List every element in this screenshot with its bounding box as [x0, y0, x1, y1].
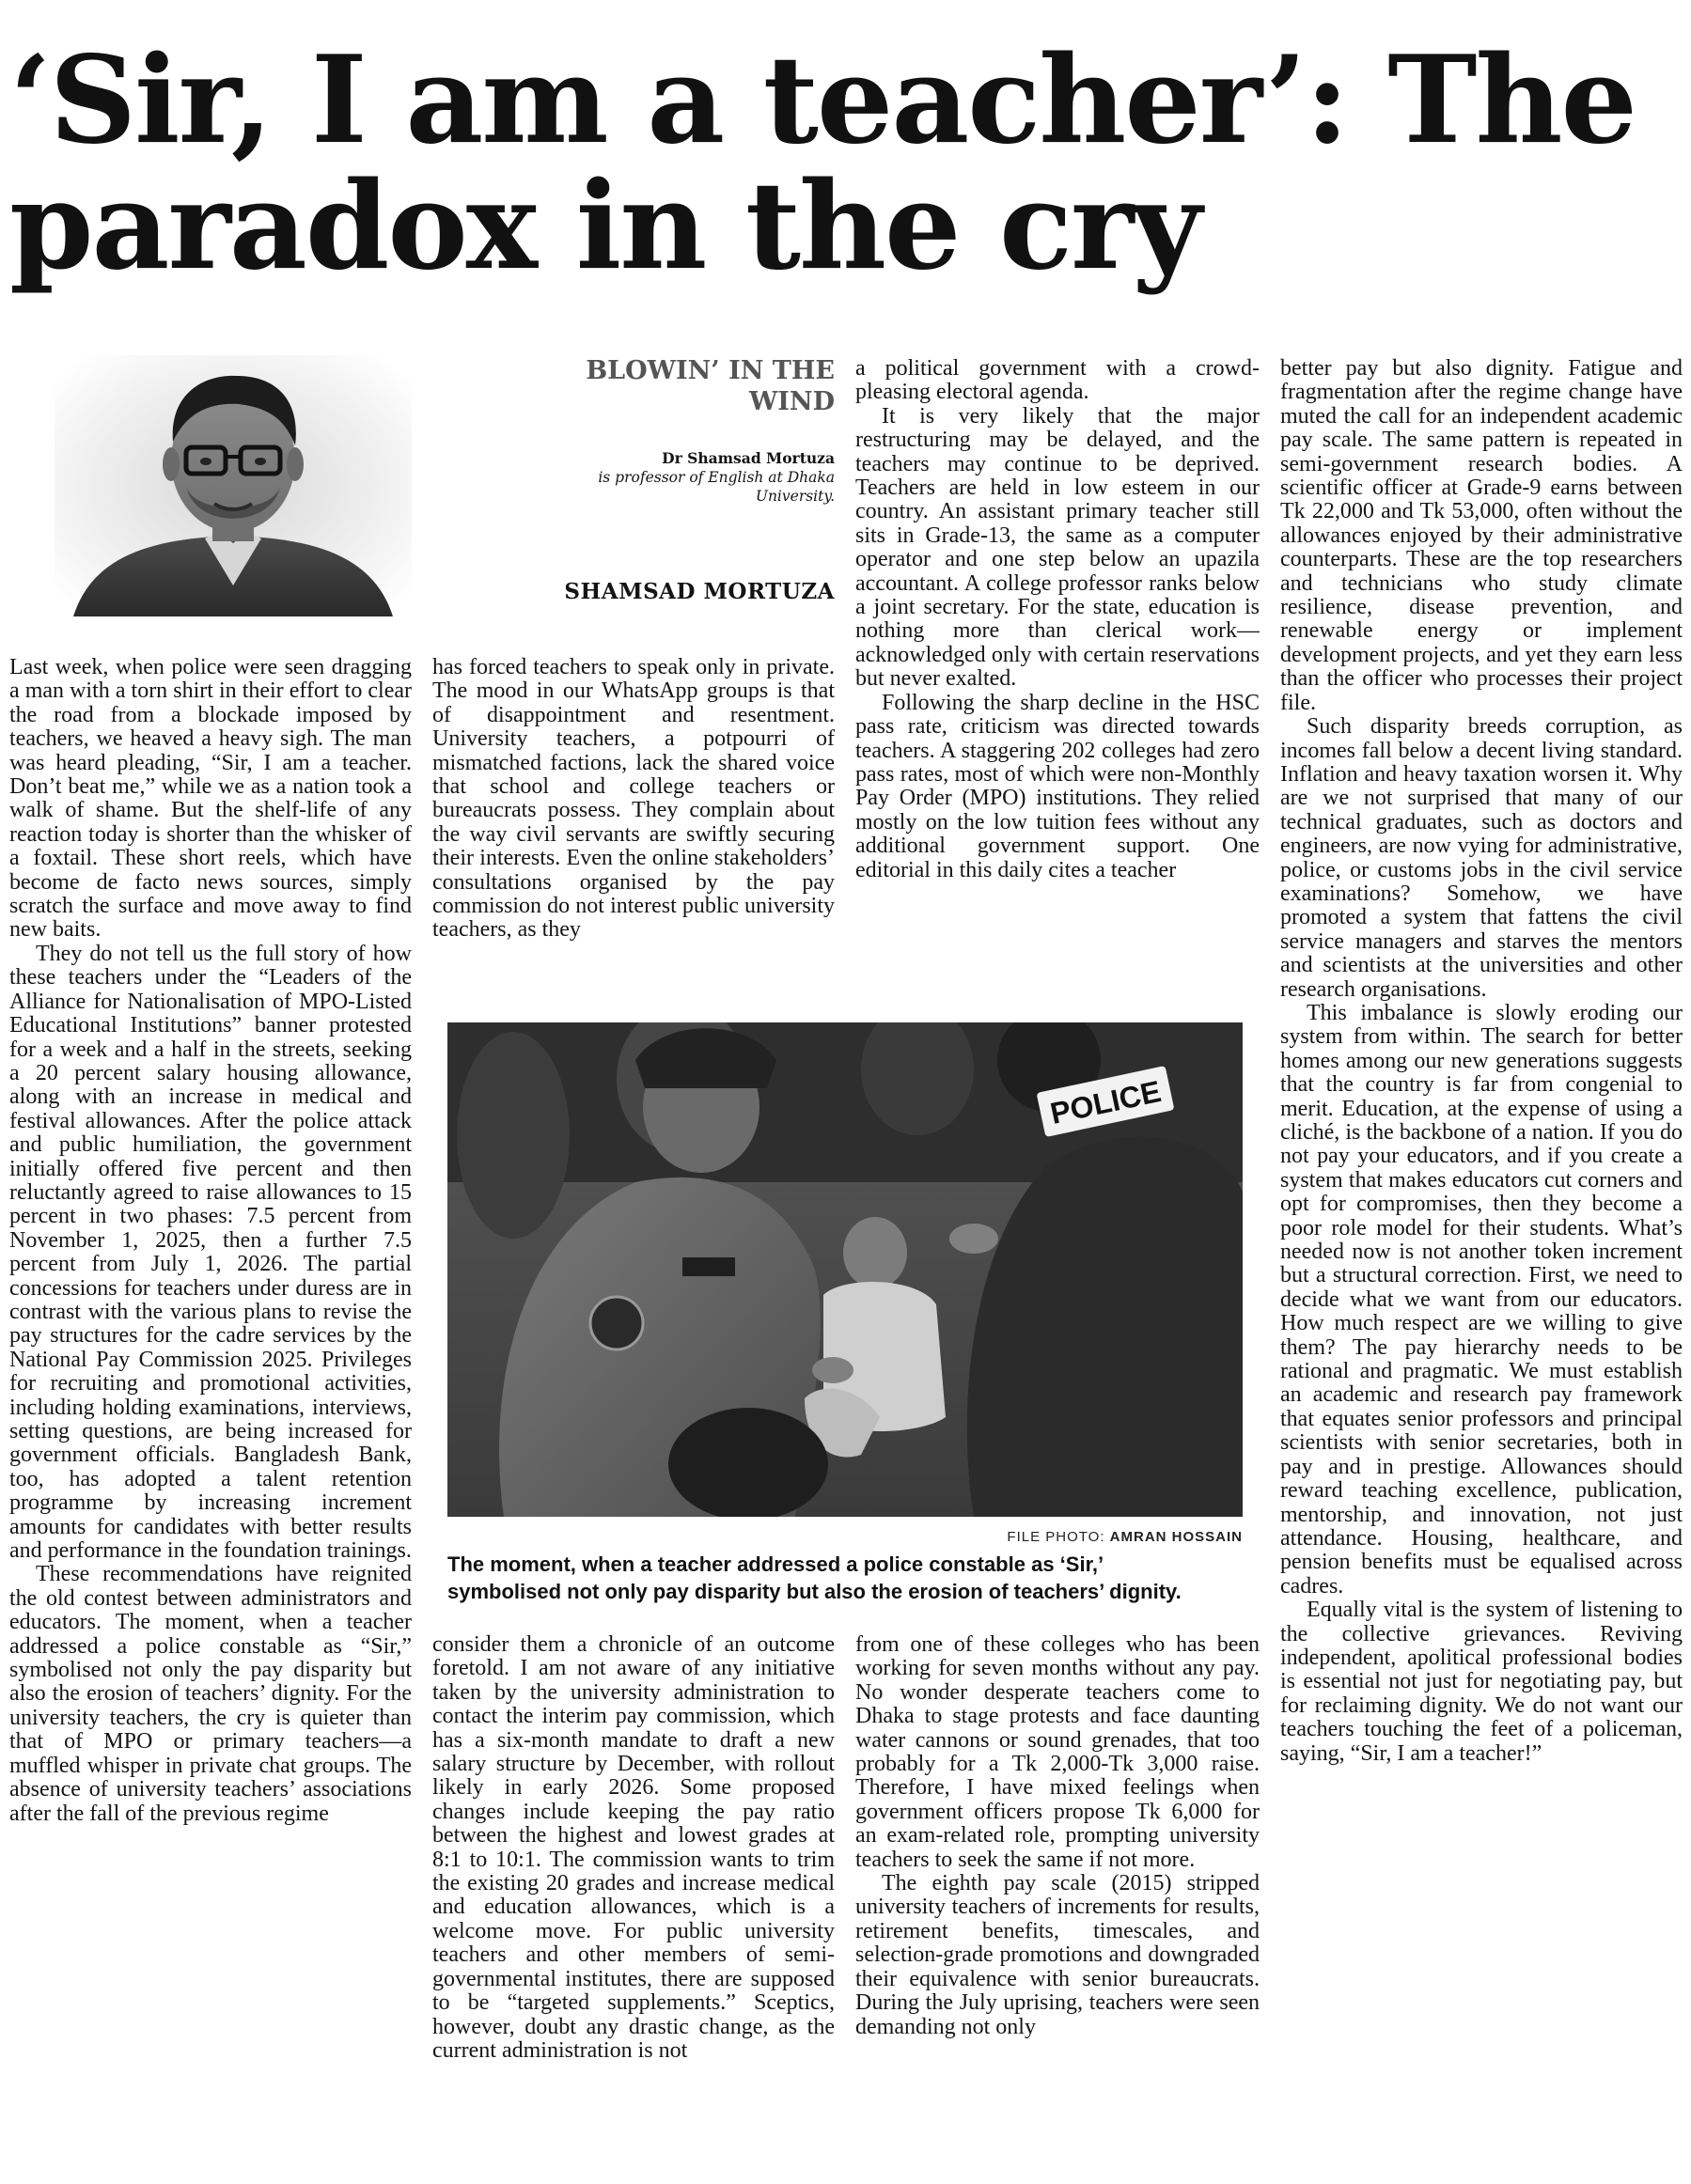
paragraph: This imbalance is slowly eroding our system from within. The search for better homes among our new generations suggests that the country is far from congenial to merit. Education, at the expense of using a cliché, is the backbone of a nation. If you do not pay your educators, and if you create a system that makes educators cut corners and opt for compromises, then they become a poor role model for their students. What’s needed now is not another token increment but a structural correction. First, we need to decide what we want from our educators. How much respect are we willing to give them? The pay hierarchy needs to be rational and pragmatic. We must establish an academic and research pay framework that equates senior professors and principal scientists with senior secretaries, both in pay and in prestige. Allowances should reward teaching excellence, publication, mentorship, and innovation, not just attendance. Housing, healthcare, and pension benefits must be equalised across cadres. — [1280, 1000, 1683, 1599]
paragraph: Last week, when police were seen dragging a man with a torn shirt in their effort to clear the road from a blockade imposed by teachers, we heaved a heavy sigh. The man was heard pleading, “Sir, I am a teacher. Don’t beat me,” while we as a nation took a walk of shame. But the shelf-life of any reaction today is shorter than the whisker of a foxtail. These short reels, which have become de facto news sources, simply scratch the surface and move away to find new baits. — [9, 656, 412, 943]
article-column-3-bottom — [855, 1633, 1260, 2176]
article-column-2-bottom — [432, 1633, 835, 2176]
paragraph: Equally vital is the system of listening to the collective grievances. Reviving independent, apolitical professional bodies is essential not just for negotiating pay, but for reclaiming dignity. We do not want our teachers touching the feet of a policeman, saying, “Sir, I am a teacher!” — [1280, 1598, 1683, 1766]
paragraph: They do not tell us the full story of how these teachers under the “Leaders of the Alliance for Nationalisation of MPO-Listed Educational Institutions” banner protested for a week and a half in the streets, seeking a 20 percent salary housing allowance, along with an increase in medical and festival allowances. After the police attack and public humiliation, the government initially offered five percent and then reluctantly agreed to raise allowances to 15 percent in two phases: 7.5 percent from November 1, 2025, then a further 7.5 percent from July 1, 2026. The partial concessions for teachers under duress are in contrast with the various plans to revise the pay structures for the cadre services by the National Pay Commission 2025. Privileges for recruiting and promotional activities, including holding examinations, interviews, setting questions, are being increased for government officials. Bangladesh Bank, too, has adopted a talent retention programme by increasing increment amounts for candidates with better results and performance in the foundation trainings. — [9, 941, 412, 1564]
article-column-3-top — [855, 357, 1260, 1002]
photo-caption: The moment, when a teacher addressed a police constable as ‘Sir,’ symbolised not only pay disparity but also the erosion of teachers’ dignity. — [447, 1552, 1182, 1603]
paragraph: These recommendations have reignited the old contest between administrators and educators. The moment, when a teacher addressed a police constable as “Sir,” symbolised not only the pay disparity but also the erosion of teachers’ dignity. For the university teachers, the cry is quieter than that of MPO or primary teachers—a muffled whisper in private chat groups. The absence of university teachers’ associations after the fall of the previous regime — [9, 1562, 412, 1826]
article-column-1 — [9, 656, 412, 2176]
paragraph: Following the sharp decline in the HSC pass rate, criticism was directed towards teachers. A staggering 202 colleges had zero pass rates, most of which were non-Monthly Pay Order (MPO) institutions. They relied mostly on the low tuition fees without any additional government support. One editorial in this daily cites a teacher — [855, 690, 1260, 882]
column-name: BLOWIN’ IN THE WIND — [586, 356, 835, 416]
headline-line-2: paradox in the cry — [9, 156, 1200, 297]
paragraph: better pay but also dignity. Fatigue and fragmentation after the regime change have muted the call for an independent academic pay scale. The same pattern is repeated in semi-government research bodies. A scientific officer at Grade-9 earns between Tk 22,000 and Tk 53,000, often without the allowances enjoyed by their administrative counterparts. These are the top researchers and technicians who study climate resilience, disease prevention, and renewable energy or implement development projects, and yet they earn less than the officer who processes their project file. — [1280, 357, 1683, 715]
headline — [9, 30, 1683, 297]
author-portrait — [55, 355, 412, 616]
police-vest-label: POLICE — [1047, 1073, 1165, 1131]
paragraph: The eighth pay scale (2015) stripped university teachers of increments for results, retirement benefits, timescales, and selection-grade promotions and downgraded their equivalence with senior bureaucrats. During the July uprising, teachers were seen demanding not only — [855, 1871, 1260, 2039]
paragraph: from one of these colleges who has been working for seven months without any pay. No wonder desperate teachers come to Dhaka to stage protests and face daunting water cannons or sound grenades, that too probably for a Tk 2,000-Tk 3,000 raise. Therefore, I have mixed feelings when government officers propose Tk 6,000 for an exam-related role, prompting university teachers to seek the same if not more. — [855, 1633, 1260, 1872]
photo-credit-label: FILE PHOTO: — [1007, 1529, 1105, 1545]
news-photo-image — [447, 1022, 1243, 1517]
author-caps: SHAMSAD MORTUZA — [564, 579, 835, 604]
paragraph: consider them a chronicle of an outcome foretold. I am not aware of any initiative taken by the university administration to contact the interim pay commission, which has a six-month mandate to draft a new salary structure by December, with rollout likely in early 2026. Some proposed changes include keeping the pay ratio between the highest and lowest grades at 8:1 to 10:1. The commission wants to trim the existing 20 grades and increase medical and education allowances, which is a welcome move. For public university teachers and other members of semi-governmental institutes, there are supposed to be “targeted supplements.” Sceptics, however, doubt any drastic change, as the current administration is not — [432, 1633, 835, 2063]
author-portrait-image — [55, 355, 412, 616]
author-description: is professor of English at Dhaka University. — [598, 469, 835, 505]
article-column-4 — [1280, 357, 1683, 2176]
article-column-2-top — [432, 656, 835, 1002]
photo-credit — [447, 1529, 1243, 1545]
headline-line-1: ‘Sir, I am a teacher’: The — [9, 30, 1636, 171]
photo-credit-name: AMRAN HOSSAIN — [1109, 1529, 1243, 1545]
author-name: Dr Shamsad Mortuza — [662, 449, 835, 467]
paragraph: It is very likely that the major restructuring may be delayed, and the teachers may continue to be deprived. Teachers are held in low esteem in our country. An assistant primary teacher still sits in Grade-13, the same as a computer operator and one step below an upazila accountant. A college professor ranks below a joint secretary. For the state, education is nothing more than clerical work—acknowledged only with certain reservations but never exalted. — [855, 403, 1260, 692]
news-photo — [447, 1022, 1243, 1517]
paragraph: a political government with a crowd-pleasing electoral agenda. — [855, 357, 1260, 405]
paragraph: Such disparity breeds corruption, as incomes fall below a decent living standard. Inflation and heavy taxation worsen it. Why are we not surprised that many of our technical graduates, such as doctors and engineers, are now vying for administrative, police, or customs jobs in the civil service examinations? Somehow, we have promoted a system that fattens the civil service managers and starves the mentors and scientists at the universities and other research organisations. — [1280, 714, 1683, 1002]
byline — [432, 355, 835, 506]
paragraph: has forced teachers to speak only in private. The mood in our WhatsApp groups is that of disappointment and resentment. University teachers, a potpourri of mismatched factions, lack the shared voice that school and college teachers or bureaucrats possess. They complain about the way civil servants are swiftly securing their interests. Even the online stakeholders’ consultations organised by the pay commission do not interest public university teachers, as they — [432, 656, 835, 943]
